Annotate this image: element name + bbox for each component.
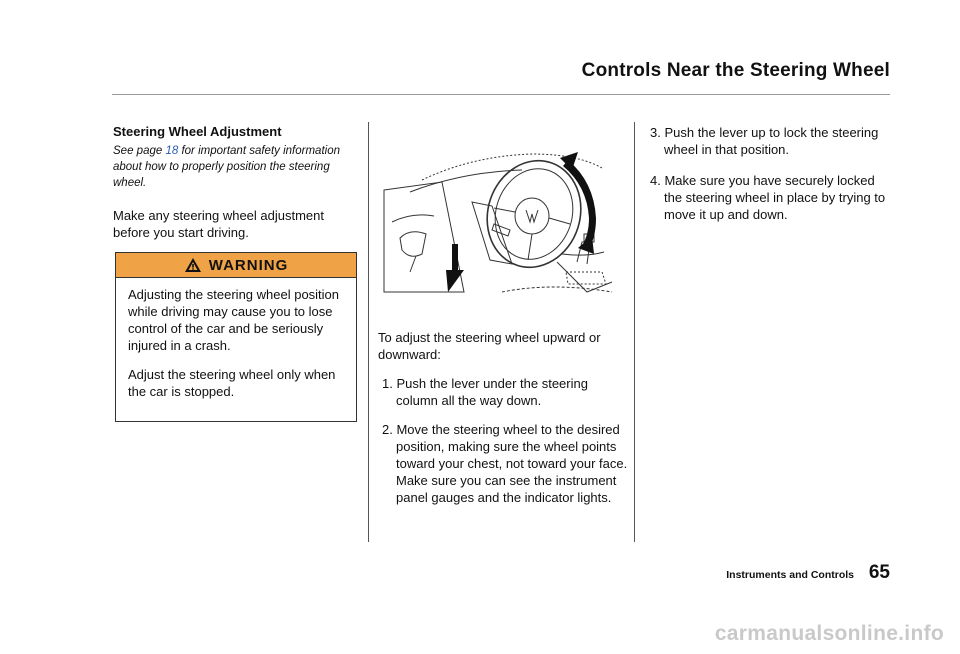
watermark: carmanualsonline.info <box>714 622 944 645</box>
page-reference-link[interactable]: 18 <box>165 145 179 157</box>
left-column <box>113 124 363 241</box>
intro-paragraph: Make any steering wheel adjustment before you start driving. <box>113 208 325 240</box>
title-divider <box>112 94 890 95</box>
column-divider-1 <box>368 122 369 542</box>
step-3: 3. Push the lever up to lock the steering wheel in that position. <box>650 125 879 157</box>
safety-note <box>113 143 363 191</box>
steering-wheel-illustration <box>382 142 622 308</box>
page-title: Controls Near the Steering Wheel <box>581 60 890 81</box>
footer-section-title: Instruments and Controls <box>726 569 854 581</box>
warning-body <box>116 278 356 400</box>
section-heading: Steering Wheel Adjustment <box>113 124 282 139</box>
safety-note-page-word: page <box>136 145 163 157</box>
warning-triangle-icon <box>184 257 202 273</box>
step-1: 1. Push the lever under the steering column all the way down. <box>382 376 588 408</box>
warning-title: WARNING <box>208 256 289 274</box>
warning-paragraph-1: Adjusting the steering wheel position while driving may cause you to lose control of the car and be seriously injured in a crash. <box>128 287 340 353</box>
warning-box <box>115 252 357 422</box>
page-number: 65 <box>868 562 890 583</box>
column-divider-2 <box>634 122 635 542</box>
warning-header <box>116 253 356 278</box>
warning-paragraph-2: Adjust the steering wheel only when the car is stopped. <box>128 367 336 399</box>
step-4: 4. Make sure you have securely locked the steering wheel in place by trying to move it up and down. <box>650 173 886 222</box>
right-column <box>646 124 886 223</box>
middle-column <box>378 329 630 506</box>
instructions-lead: To adjust the steering wheel upward or downward: <box>378 330 601 362</box>
safety-note-prefix: See <box>113 145 134 157</box>
step-2: 2. Move the steering wheel to the desired position, making sure the wheel points toward your chest, not toward your face. Make sure you can see the instrument panel gauges and the indicator lights. <box>382 422 628 505</box>
safety-note-text: for important safety information about how to properly position the steering wheel. <box>113 145 340 189</box>
